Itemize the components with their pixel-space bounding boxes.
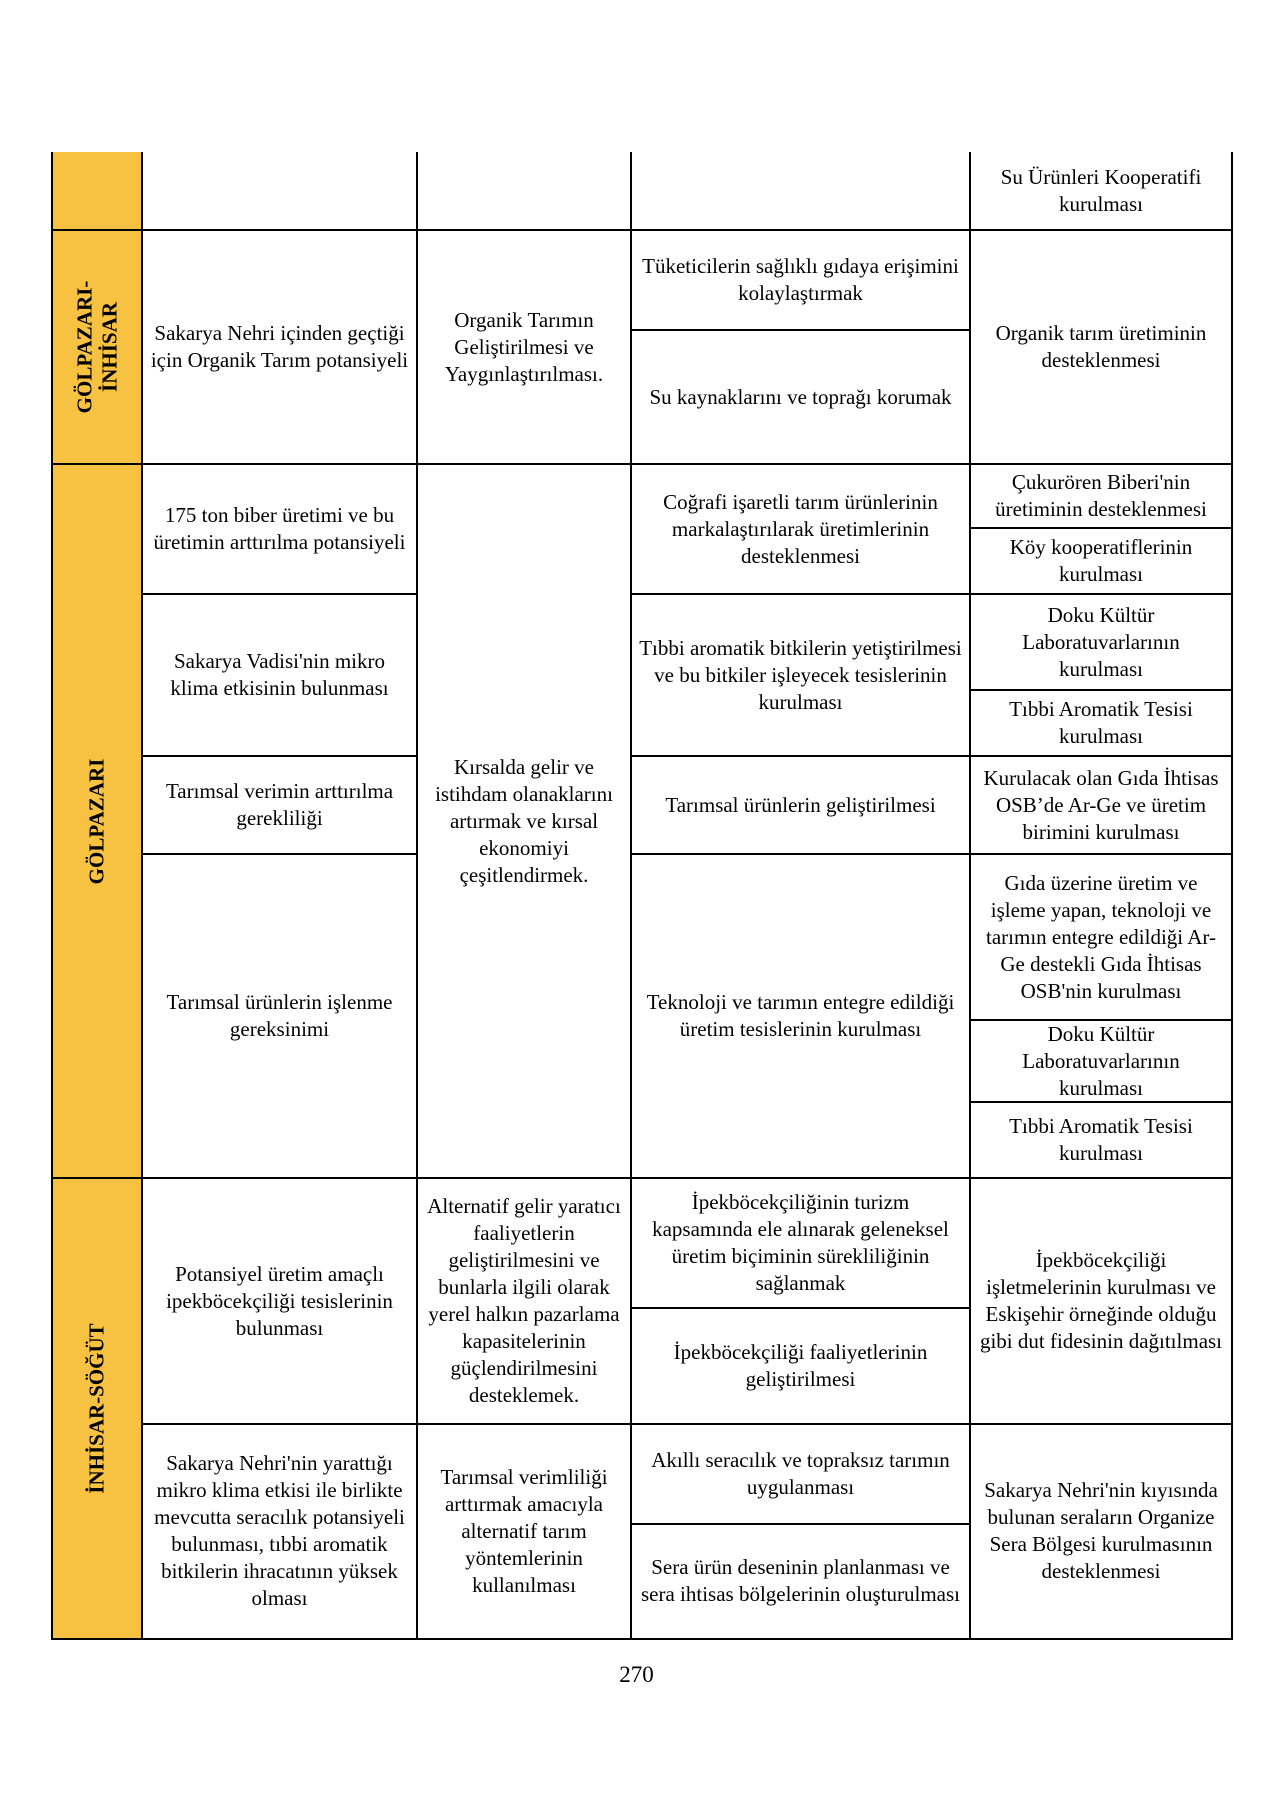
grid-line <box>141 1423 1233 1425</box>
golpazari-output-2: Köy kooperatiflerinin kurulması <box>1009 535 1193 586</box>
grid-line <box>630 755 1233 757</box>
golpazari-goal-1: Coğrafi işaretli tarım ürünlerinin markalaştırılarak üretimlerinin desteklenmesi <box>663 489 938 568</box>
golpazari-potential-3: Tarımsal verimin arttırılma gerekliliği <box>165 779 394 830</box>
region-label-golpazari-inhisar-top <box>52 152 142 230</box>
golpazari-inhisar-goal-1: Tüketicilerin sağlıklı gıdaya erişimini kolaylaştırmak <box>642 254 959 305</box>
grid-line <box>141 152 143 1640</box>
golpazari-output-3: Doku Kültür Laboratuvarlarının kurulması <box>1022 602 1180 681</box>
golpazari-inhisar-goal-2: Su kaynaklarını ve toprağı korumak <box>649 384 952 409</box>
grid-line <box>51 1638 1233 1640</box>
grid-line <box>969 1019 1233 1021</box>
golpazari-goal-2: Tıbbi aromatik bitkilerin yetiştirilmesi ve bu bitkiler işleyecek tesislerinin kurulması <box>639 635 962 714</box>
grid-line <box>630 853 1233 855</box>
grid-line <box>630 329 971 331</box>
inhisar-sogut-goal-4: Sera ürün deseninin planlanması ve sera ihtisas bölgelerinin oluşturulması <box>640 1555 961 1606</box>
golpazari-output-8: Tıbbi Aromatik Tesisi kurulması <box>1009 1114 1193 1165</box>
grid-line <box>969 1101 1233 1103</box>
grid-line <box>416 152 418 1640</box>
golpazari-inhisar-output: Organik tarım üretiminin desteklenmesi <box>995 321 1207 372</box>
page-number: 270 <box>619 1662 654 1687</box>
region-label-golpazari-text: GÖLPAZARI <box>84 758 109 884</box>
inhisar-sogut-output-1: İpekböcekçiliği işletmelerinin kurulması ve Eskişehir örneğinde olduğu gibi dut fidesinin dağıtılması <box>979 1248 1223 1353</box>
golpazari-inhisar-strategy: Organik Tarımın Geliştirilmesi ve Yaygınlaştırılması. <box>444 307 604 386</box>
golpazari-potential-1: 175 ton biber üretimi ve bu üretimin arttırılma potansiyeli <box>153 503 406 554</box>
grid-line <box>969 152 971 1640</box>
region-label-inhisar-sogut-text: İNHİSAR-SÖĞÜT <box>84 1322 109 1494</box>
golpazari-output-7: Doku Kültür Laboratuvarlarının kurulması <box>1022 1021 1180 1100</box>
grid-line <box>141 593 418 595</box>
inhisar-sogut-goal-1: İpekböcekçiliğinin turizm kapsamında ele alınarak geleneksel üretim biçiminin sürekliliğinin sağlanmak <box>652 1190 949 1295</box>
golpazari-inhisar-potential: Sakarya Nehri içinden geçtiği için Organik Tarım potansiyeli <box>150 321 409 372</box>
inhisar-sogut-strategy-1: Alternatif gelir yaratıcı faaliyetlerin geliştirilmesini ve bunlarla ilgili olarak yerel halkın pazarlama kapasitelerinin güçlendirilmesini desteklemek. <box>427 1194 621 1407</box>
golpazari-strategy: Kırsalda gelir ve istihdam olanaklarını artırmak ve kırsal ekonomiyi çeşitlendirmek. <box>435 754 613 887</box>
region-label-golpazari <box>52 464 142 1178</box>
inhisar-sogut-goal-2: İpekböcekçiliği faaliyetlerinin geliştirilmesi <box>673 1340 928 1391</box>
grid-line <box>51 463 1233 465</box>
grid-line <box>630 1523 971 1525</box>
grid-line <box>969 527 1233 529</box>
region-label-inhisar-sogut <box>52 1178 142 1638</box>
grid-line <box>51 152 53 1640</box>
inhisar-sogut-output-2: Sakarya Nehri'nin kıyısında bulunan seraların Organize Sera Bölgesi kurulmasının desteklenmesi <box>984 1478 1218 1583</box>
region-label-golpazari-inhisar <box>52 230 142 464</box>
grid-line <box>141 755 418 757</box>
grid-line <box>141 853 418 855</box>
golpazari-output-6: Gıda üzerine üretim ve işleme yapan, teknoloji ve tarımın entegre edildiği Ar-Ge destekli Gıda İhtisas OSB'nin kurulması <box>986 870 1216 1003</box>
golpazari-output-5: Kurulacak olan Gıda İhtisas OSB’de Ar-Ge ve üretim birimini kurulması <box>983 765 1219 844</box>
golpazari-potential-2: Sakarya Vadisi'nin mikro klima etkisinin bulunması <box>170 649 389 700</box>
golpazari-potential-4: Tarımsal ürünlerin işlenme gereksinimi <box>166 990 393 1041</box>
golpazari-goal-4: Teknoloji ve tarımın entegre edildiği üretim tesislerinin kurulması <box>646 990 955 1041</box>
golpazari-goal-3: Tarımsal ürünlerin geliştirilmesi <box>665 792 936 817</box>
grid-line <box>630 593 1233 595</box>
grid-line <box>1231 152 1233 1640</box>
grid-line <box>630 1307 971 1309</box>
inhisar-sogut-potential-2: Sakarya Nehri'nin yarattığı mikro klima etkisi ile birlikte mevcutta seracılık potansiyeli bulunması, tıbbi aromatik bitkilerin ihracatının yüksek olması <box>154 1451 405 1610</box>
grid-line <box>630 152 632 1640</box>
golpazari-output-4: Tıbbi Aromatik Tesisi kurulması <box>1009 697 1193 748</box>
golpazari-output-1: Çukurören Biberi'nin üretiminin desteklenmesi <box>995 470 1207 521</box>
grid-line <box>969 689 1233 691</box>
inhisar-sogut-strategy-2: Tarımsal verimliliği arttırmak amacıyla alternatif tarım yöntemlerinin kullanılması <box>440 1464 608 1597</box>
inhisar-sogut-potential-1: Potansiyel üretim amaçlı ipekböcekçiliği tesislerinin bulunması <box>166 1261 393 1340</box>
grid-line <box>51 1177 1233 1179</box>
inhisar-sogut-goal-3: Akıllı seracılık ve topraksız tarımın uygulanması <box>651 1448 950 1499</box>
region-label-golpazari-inhisar-text: GÖLPAZARI- İNHİSAR <box>72 280 121 414</box>
grid-line <box>51 229 1233 231</box>
top-row-output: Su Ürünleri Kooperatifi kurulması <box>1000 165 1202 216</box>
